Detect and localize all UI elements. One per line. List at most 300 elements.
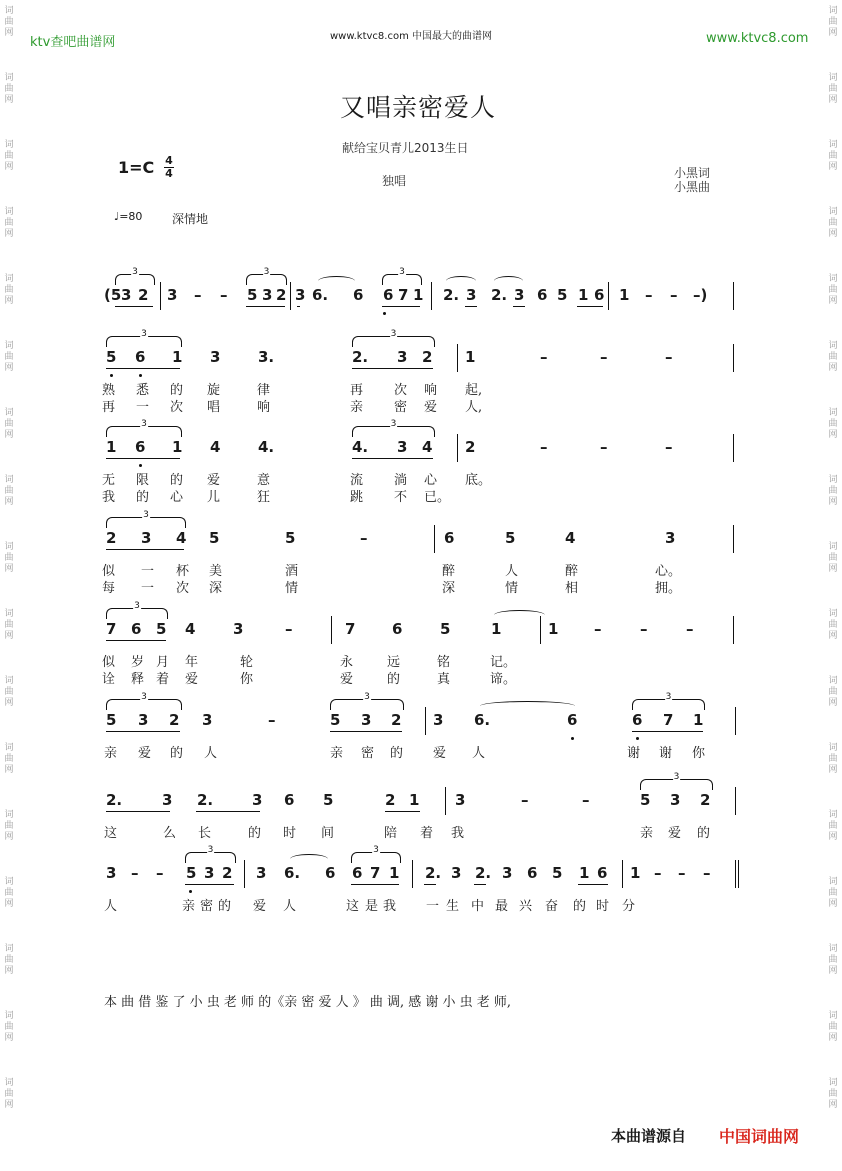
note: 4. xyxy=(258,438,275,456)
side-mark-char: 曲 xyxy=(4,352,14,362)
side-mark-char: 词 xyxy=(828,1011,838,1021)
bar-line xyxy=(431,282,432,310)
note: – xyxy=(285,620,293,638)
triplet-number: 3 xyxy=(143,510,149,520)
note: 1 xyxy=(619,286,630,304)
side-mark-char: 词 xyxy=(828,676,838,686)
time-signature xyxy=(164,155,174,180)
side-mark-char: 曲 xyxy=(828,888,838,898)
composer-credit: 小黑曲 xyxy=(674,180,711,194)
right-side-watermark xyxy=(826,0,840,1171)
octave-dot-below xyxy=(110,374,113,377)
lyric-syllable: 人 xyxy=(505,564,519,579)
note: 6 xyxy=(135,348,146,366)
note: 4 xyxy=(210,438,221,456)
slur xyxy=(494,610,545,620)
note: 5 xyxy=(557,286,568,304)
lyric-syllable: 熟 xyxy=(102,383,116,398)
lyric-syllable: 淌 xyxy=(394,473,408,488)
lyric-syllable: 响 xyxy=(424,383,438,398)
note: 7 xyxy=(106,620,117,638)
bar-line xyxy=(425,707,426,735)
triplet-number: 3 xyxy=(134,601,140,611)
note: 6 xyxy=(594,286,605,304)
lyric-syllable: 爱 xyxy=(424,400,438,415)
lyric-syllable: 奋 xyxy=(545,899,559,914)
side-mark-char: 词 xyxy=(4,542,14,552)
lyric-syllable: 底。 xyxy=(465,473,492,488)
note: 5 xyxy=(186,864,197,882)
side-mark-char: 曲 xyxy=(828,17,838,27)
lyric-syllable: 深 xyxy=(209,581,223,596)
beam-underline xyxy=(106,640,166,641)
triplet-number: 3 xyxy=(263,267,270,277)
note: – xyxy=(665,348,673,366)
note: 6 xyxy=(353,286,364,304)
note: 4. xyxy=(352,438,369,456)
lyric-syllable: 人 xyxy=(104,899,118,914)
note: – xyxy=(645,286,653,304)
beam-underline xyxy=(352,368,433,369)
note: 2 xyxy=(465,438,476,456)
side-mark-char: 网 xyxy=(828,966,838,976)
side-mark-char: 网 xyxy=(4,296,14,306)
lyric-syllable: 的 xyxy=(387,672,401,687)
note: – xyxy=(678,864,686,882)
side-mark-char: 词 xyxy=(4,73,14,83)
side-mark-group xyxy=(826,877,840,910)
side-mark-char: 网 xyxy=(4,497,14,507)
note: 5 xyxy=(209,529,220,547)
note: 5 xyxy=(323,791,334,809)
slur xyxy=(446,276,476,286)
side-mark-group xyxy=(2,207,16,240)
triplet-bracket xyxy=(185,845,236,863)
note: 3 xyxy=(210,348,221,366)
side-mark-char: 网 xyxy=(828,1033,838,1043)
beam-underline xyxy=(297,306,300,307)
lyric-syllable: 长 xyxy=(198,826,212,841)
note: 3 xyxy=(502,864,513,882)
side-mark-char: 曲 xyxy=(828,754,838,764)
performance-type: 独唱 xyxy=(382,174,407,188)
side-mark-char: 网 xyxy=(828,229,838,239)
note: 2 xyxy=(700,791,711,809)
side-mark-char: 曲 xyxy=(4,285,14,295)
lyric-syllable: 意 xyxy=(257,473,271,488)
lyric-syllable: 爱 xyxy=(340,672,354,687)
side-mark-char: 词 xyxy=(4,6,14,16)
lyric-syllable: 年 xyxy=(185,655,199,670)
triplet-number: 3 xyxy=(399,267,405,277)
bar-line xyxy=(457,344,458,372)
note: 3 xyxy=(138,711,149,729)
note: 3 xyxy=(262,286,273,304)
lyric-syllable: 起, xyxy=(465,383,483,398)
note: 5 xyxy=(156,620,167,638)
lyric-syllable: 情 xyxy=(285,581,299,596)
side-mark-char: 曲 xyxy=(828,84,838,94)
side-mark-char: 词 xyxy=(4,676,14,686)
side-mark-group xyxy=(2,408,16,441)
note: – xyxy=(156,864,164,882)
lyric-syllable: 醉 xyxy=(565,564,579,579)
note: – xyxy=(360,529,368,547)
note: 1 xyxy=(172,348,183,366)
lyric-syllable: 爱 xyxy=(207,473,221,488)
note: 5 xyxy=(330,711,341,729)
beam-underline xyxy=(106,368,180,369)
side-mark-group xyxy=(826,810,840,843)
triplet-bracket xyxy=(330,692,404,710)
lyric-syllable: 已。 xyxy=(424,490,451,505)
lyric-syllable: 美 xyxy=(209,564,223,579)
triplet-bracket xyxy=(351,845,401,863)
note: – xyxy=(540,438,548,456)
lyric-syllable: 着 xyxy=(420,826,434,841)
note: 3 xyxy=(256,864,267,882)
note: – xyxy=(582,791,590,809)
side-mark-char: 曲 xyxy=(4,419,14,429)
beam-underline xyxy=(465,306,477,307)
lyric-syllable: 这 xyxy=(104,826,118,841)
bar-line xyxy=(733,616,734,644)
lyric-syllable: 真 xyxy=(437,672,451,687)
side-mark-group xyxy=(2,1078,16,1111)
side-mark-char: 词 xyxy=(4,743,14,753)
note: – xyxy=(654,864,662,882)
lyric-syllable: 相 xyxy=(565,581,579,596)
note: 2. xyxy=(106,791,123,809)
side-mark-char: 曲 xyxy=(828,821,838,831)
lyric-syllable: 次 xyxy=(176,581,190,596)
slur xyxy=(290,854,328,864)
side-mark-char: 曲 xyxy=(828,620,838,630)
note: 6 xyxy=(597,864,608,882)
lyric-syllable: 杯 xyxy=(176,564,190,579)
lyric-syllable: 的 xyxy=(697,826,711,841)
side-mark-char: 网 xyxy=(828,564,838,574)
side-mark-char: 词 xyxy=(828,341,838,351)
lyric-syllable: 流 xyxy=(350,473,364,488)
footer-source-label: 本曲谱源自 xyxy=(611,1127,687,1145)
side-mark-char: 曲 xyxy=(4,620,14,630)
side-mark-char: 网 xyxy=(4,28,14,38)
side-mark-group xyxy=(826,743,840,776)
side-mark-char: 词 xyxy=(828,73,838,83)
lyric-syllable: 限 xyxy=(136,473,150,488)
side-mark-group xyxy=(2,542,16,575)
triplet-bracket xyxy=(106,419,182,437)
bar-line xyxy=(290,282,291,310)
triplet-number: 3 xyxy=(390,419,397,429)
side-mark-char: 词 xyxy=(4,810,14,820)
lyric-syllable: 跳 xyxy=(350,490,364,505)
side-mark-group xyxy=(2,810,16,843)
lyric-syllable: 谢 xyxy=(659,746,673,761)
lyric-syllable: 中 xyxy=(471,899,485,914)
lyric-syllable: 不 xyxy=(394,490,408,505)
side-mark-char: 词 xyxy=(4,408,14,418)
beam-underline xyxy=(106,731,180,732)
beam-underline xyxy=(196,811,260,812)
beam-underline xyxy=(424,884,436,885)
side-mark-char: 曲 xyxy=(4,17,14,27)
triplet-bracket xyxy=(115,267,155,285)
note: 6 xyxy=(444,529,455,547)
note: 4 xyxy=(176,529,187,547)
lyric-syllable: 亲 xyxy=(640,826,654,841)
note: 1 xyxy=(548,620,559,638)
note: 4 xyxy=(185,620,196,638)
side-mark-group xyxy=(2,676,16,709)
triplet-bracket xyxy=(632,692,705,710)
lyric-syllable: 人 xyxy=(204,746,218,761)
side-mark-group xyxy=(826,207,840,240)
triplet-bracket xyxy=(640,772,713,790)
note: 6 xyxy=(284,791,295,809)
note: 2 xyxy=(276,286,287,304)
lyric-syllable: 你 xyxy=(240,672,254,687)
note: – xyxy=(665,438,673,456)
lyric-syllable: 释 xyxy=(131,672,145,687)
note: 6 xyxy=(567,711,578,729)
side-mark-char: 网 xyxy=(4,162,14,172)
side-mark-group xyxy=(2,341,16,374)
side-mark-group xyxy=(2,140,16,173)
side-mark-char: 网 xyxy=(828,430,838,440)
bar-line xyxy=(622,860,623,888)
note: 3. xyxy=(258,348,275,366)
side-mark-char: 网 xyxy=(828,1100,838,1110)
note: 1 xyxy=(389,864,400,882)
triplet-bracket xyxy=(106,601,168,619)
beam-underline xyxy=(578,884,608,885)
note: 1 xyxy=(693,711,704,729)
bar-line xyxy=(735,707,736,735)
note: 1 xyxy=(491,620,502,638)
lyric-syllable: 人 xyxy=(472,746,486,761)
bar-line xyxy=(738,860,739,888)
note: 7 xyxy=(370,864,381,882)
side-mark-char: 词 xyxy=(828,140,838,150)
lyric-syllable: 我 xyxy=(383,899,397,914)
song-subtitle: 献给宝贝青儿2013生日 xyxy=(342,141,469,155)
note: 2. xyxy=(443,286,460,304)
lyric-syllable: 的 xyxy=(170,383,184,398)
note: 1 xyxy=(106,438,117,456)
beam-underline xyxy=(246,306,285,307)
note: 3 xyxy=(514,286,525,304)
lyric-syllable: 一 xyxy=(141,581,155,596)
lyric-syllable: 亲 xyxy=(104,746,118,761)
lyric-syllable: 密 xyxy=(200,899,214,914)
side-mark-group xyxy=(2,743,16,776)
lyric-syllable: 的 xyxy=(170,746,184,761)
note: – xyxy=(220,286,228,304)
bar-line xyxy=(540,616,541,644)
note: 3 xyxy=(162,791,173,809)
side-mark-char: 词 xyxy=(4,140,14,150)
side-mark-char: 曲 xyxy=(828,1022,838,1032)
side-mark-char: 词 xyxy=(828,542,838,552)
beam-underline xyxy=(106,811,170,812)
side-mark-char: 网 xyxy=(4,832,14,842)
lyric-syllable: 间 xyxy=(321,826,335,841)
note: – xyxy=(521,791,529,809)
side-mark-char: 曲 xyxy=(4,1089,14,1099)
lyric-syllable: 密 xyxy=(394,400,408,415)
triplet-bracket xyxy=(246,267,287,285)
lyric-syllable: 爱 xyxy=(433,746,447,761)
note: 3 xyxy=(167,286,178,304)
octave-dot-below xyxy=(636,737,639,740)
bar-line xyxy=(160,282,161,310)
lyric-syllable: 是 xyxy=(365,899,379,914)
side-mark-char: 词 xyxy=(828,609,838,619)
beam-underline xyxy=(577,306,603,307)
octave-dot-below xyxy=(139,374,142,377)
footer-brand: 中国词曲网 xyxy=(719,1127,800,1146)
composer-note: 本 曲 借 鉴 了 小 虫 老 师 的《亲 密 爱 人 》 曲 调, 感 谢 小 虫 老 师, xyxy=(104,995,512,1010)
lyric-syllable: 响 xyxy=(257,400,271,415)
lyric-syllable: 每 xyxy=(102,581,116,596)
side-mark-char: 网 xyxy=(4,698,14,708)
side-mark-group xyxy=(826,73,840,106)
side-mark-group xyxy=(2,609,16,642)
note: – xyxy=(540,348,548,366)
lyric-syllable: 亲 xyxy=(330,746,344,761)
note: 3 xyxy=(233,620,244,638)
side-mark-char: 词 xyxy=(4,475,14,485)
beam-underline xyxy=(185,884,234,885)
note: 3 xyxy=(361,711,372,729)
bar-line xyxy=(244,860,245,888)
note: 6 xyxy=(632,711,643,729)
side-mark-char: 曲 xyxy=(828,687,838,697)
lyric-syllable: 人, xyxy=(465,400,483,415)
note: – xyxy=(600,348,608,366)
triplet-number: 3 xyxy=(132,267,138,277)
side-mark-group xyxy=(826,408,840,441)
side-mark-char: 网 xyxy=(4,1033,14,1043)
header-right-watermark: www.ktvc8.com xyxy=(706,31,809,46)
beam-underline xyxy=(330,731,402,732)
side-mark-group xyxy=(826,542,840,575)
triplet-bracket xyxy=(106,692,182,710)
side-mark-group xyxy=(2,944,16,977)
expression-mark: 深情地 xyxy=(172,212,209,226)
triplet-number: 3 xyxy=(665,692,672,702)
side-mark-group xyxy=(2,6,16,39)
note: 5 xyxy=(106,348,117,366)
note: 2 xyxy=(385,791,396,809)
note: 6 xyxy=(392,620,403,638)
lyric-syllable: 一 xyxy=(141,564,155,579)
beam-underline xyxy=(352,458,433,459)
note: 2 xyxy=(422,348,433,366)
side-mark-group xyxy=(826,944,840,977)
triplet-bracket xyxy=(106,329,182,347)
side-mark-char: 词 xyxy=(4,877,14,887)
side-mark-char: 词 xyxy=(828,475,838,485)
side-mark-group xyxy=(2,475,16,508)
side-mark-group xyxy=(826,609,840,642)
side-mark-char: 曲 xyxy=(828,419,838,429)
side-mark-char: 词 xyxy=(828,6,838,16)
note: 1 xyxy=(409,791,420,809)
lyric-syllable: 爱 xyxy=(668,826,682,841)
note: – xyxy=(670,286,678,304)
note: 6 xyxy=(131,620,142,638)
side-mark-char: 词 xyxy=(4,207,14,217)
lyric-syllable: 的 xyxy=(390,746,404,761)
note: 3 xyxy=(252,791,263,809)
bar-line xyxy=(733,525,734,553)
side-mark-char: 曲 xyxy=(828,955,838,965)
bar-line xyxy=(733,434,734,462)
note: – xyxy=(194,286,202,304)
note: – xyxy=(268,711,276,729)
lyric-syllable: 分 xyxy=(622,899,636,914)
lyric-syllable: 心 xyxy=(170,490,184,505)
note: 2. xyxy=(197,791,214,809)
side-mark-char: 词 xyxy=(828,810,838,820)
beam-underline xyxy=(474,884,486,885)
note: 2. xyxy=(491,286,508,304)
lyric-syllable: 爱 xyxy=(253,899,267,914)
note: 5 xyxy=(247,286,258,304)
lyric-syllable: 唱 xyxy=(207,400,221,415)
side-mark-char: 曲 xyxy=(828,218,838,228)
triplet-bracket xyxy=(106,510,186,528)
note: 1 xyxy=(465,348,476,366)
lyric-syllable: 情 xyxy=(505,581,519,596)
lyric-syllable: 律 xyxy=(257,383,271,398)
beam-underline xyxy=(115,306,153,307)
beam-underline xyxy=(385,811,420,812)
side-mark-char: 网 xyxy=(828,95,838,105)
side-mark-group xyxy=(826,6,840,39)
note: 5 xyxy=(505,529,516,547)
side-mark-char: 网 xyxy=(828,296,838,306)
triplet-bracket xyxy=(352,419,435,437)
lyric-syllable: 谛。 xyxy=(490,672,517,687)
bar-line xyxy=(331,616,332,644)
side-mark-char: 网 xyxy=(4,430,14,440)
lyric-syllable: 时 xyxy=(596,899,610,914)
lyric-syllable: 的 xyxy=(136,490,150,505)
lyric-syllable: 时 xyxy=(283,826,297,841)
note: 3 xyxy=(121,286,132,304)
side-mark-group xyxy=(826,274,840,307)
lyric-syllable: 远 xyxy=(387,655,401,670)
note: 5 xyxy=(640,791,651,809)
side-mark-group xyxy=(2,274,16,307)
slur xyxy=(494,276,523,286)
lyric-syllable: 我 xyxy=(451,826,465,841)
lyric-syllable: 悉 xyxy=(136,383,150,398)
note: – xyxy=(686,620,694,638)
octave-dot-below xyxy=(139,464,142,467)
lyric-syllable: 的 xyxy=(248,826,262,841)
lyric-syllable: 次 xyxy=(170,400,184,415)
note: 1 xyxy=(579,864,590,882)
side-mark-char: 词 xyxy=(4,1011,14,1021)
note: – xyxy=(600,438,608,456)
note: 1 xyxy=(413,286,424,304)
note: 3 xyxy=(665,529,676,547)
